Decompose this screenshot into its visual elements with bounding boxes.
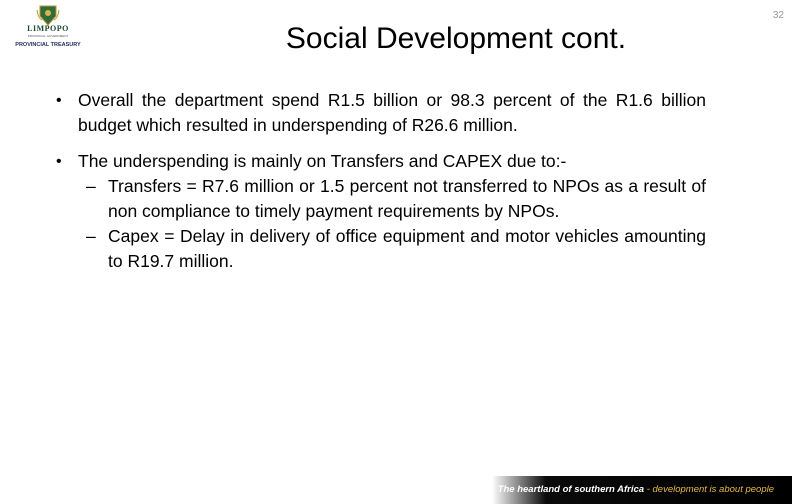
page-number: 32 [772,10,784,21]
slide-content [56,88,706,274]
sub-bullet-item [56,224,706,274]
bullet-item [56,88,706,138]
footer-tagline-rest: - development is about people [644,484,774,495]
sub-bullet-mark: – [86,226,96,246]
sub-bullet-item [56,174,706,224]
footer-banner [492,476,792,504]
bullet-mark: • [56,92,62,109]
bullet-text: The underspending is mainly on Transfers and CAPEX due to:- [78,151,567,171]
footer-tagline-bold: The heartland of southern Africa [497,484,645,495]
bullet-mark: • [56,153,62,170]
sub-bullet-text: Transfers = R7.6 million or 1.5 percent not transferred to NPOs as a result of non compliance to timely payment requirements by NPOs. [108,176,706,221]
sub-bullet-text: Capex = Delay in delivery of office equipment and motor vehicles amounting to R19.7 million. [108,226,706,271]
logo-department: PROVINCIAL TREASURY [15,42,81,48]
slide-title: Social Development cont. [285,22,627,55]
bullet-text: Overall the department spend R1.5 billion or 98.3 percent of the R1.6 billion budget which resulted in underspending of R26.6 million. [78,90,706,135]
logo-subtitle: PROVINCIAL GOVERNMENT [27,34,69,38]
sub-bullet-mark: – [86,176,96,196]
footer-tagline [498,484,774,495]
bullet-item [56,149,706,174]
logo-name: LIMPOPO [27,24,69,33]
